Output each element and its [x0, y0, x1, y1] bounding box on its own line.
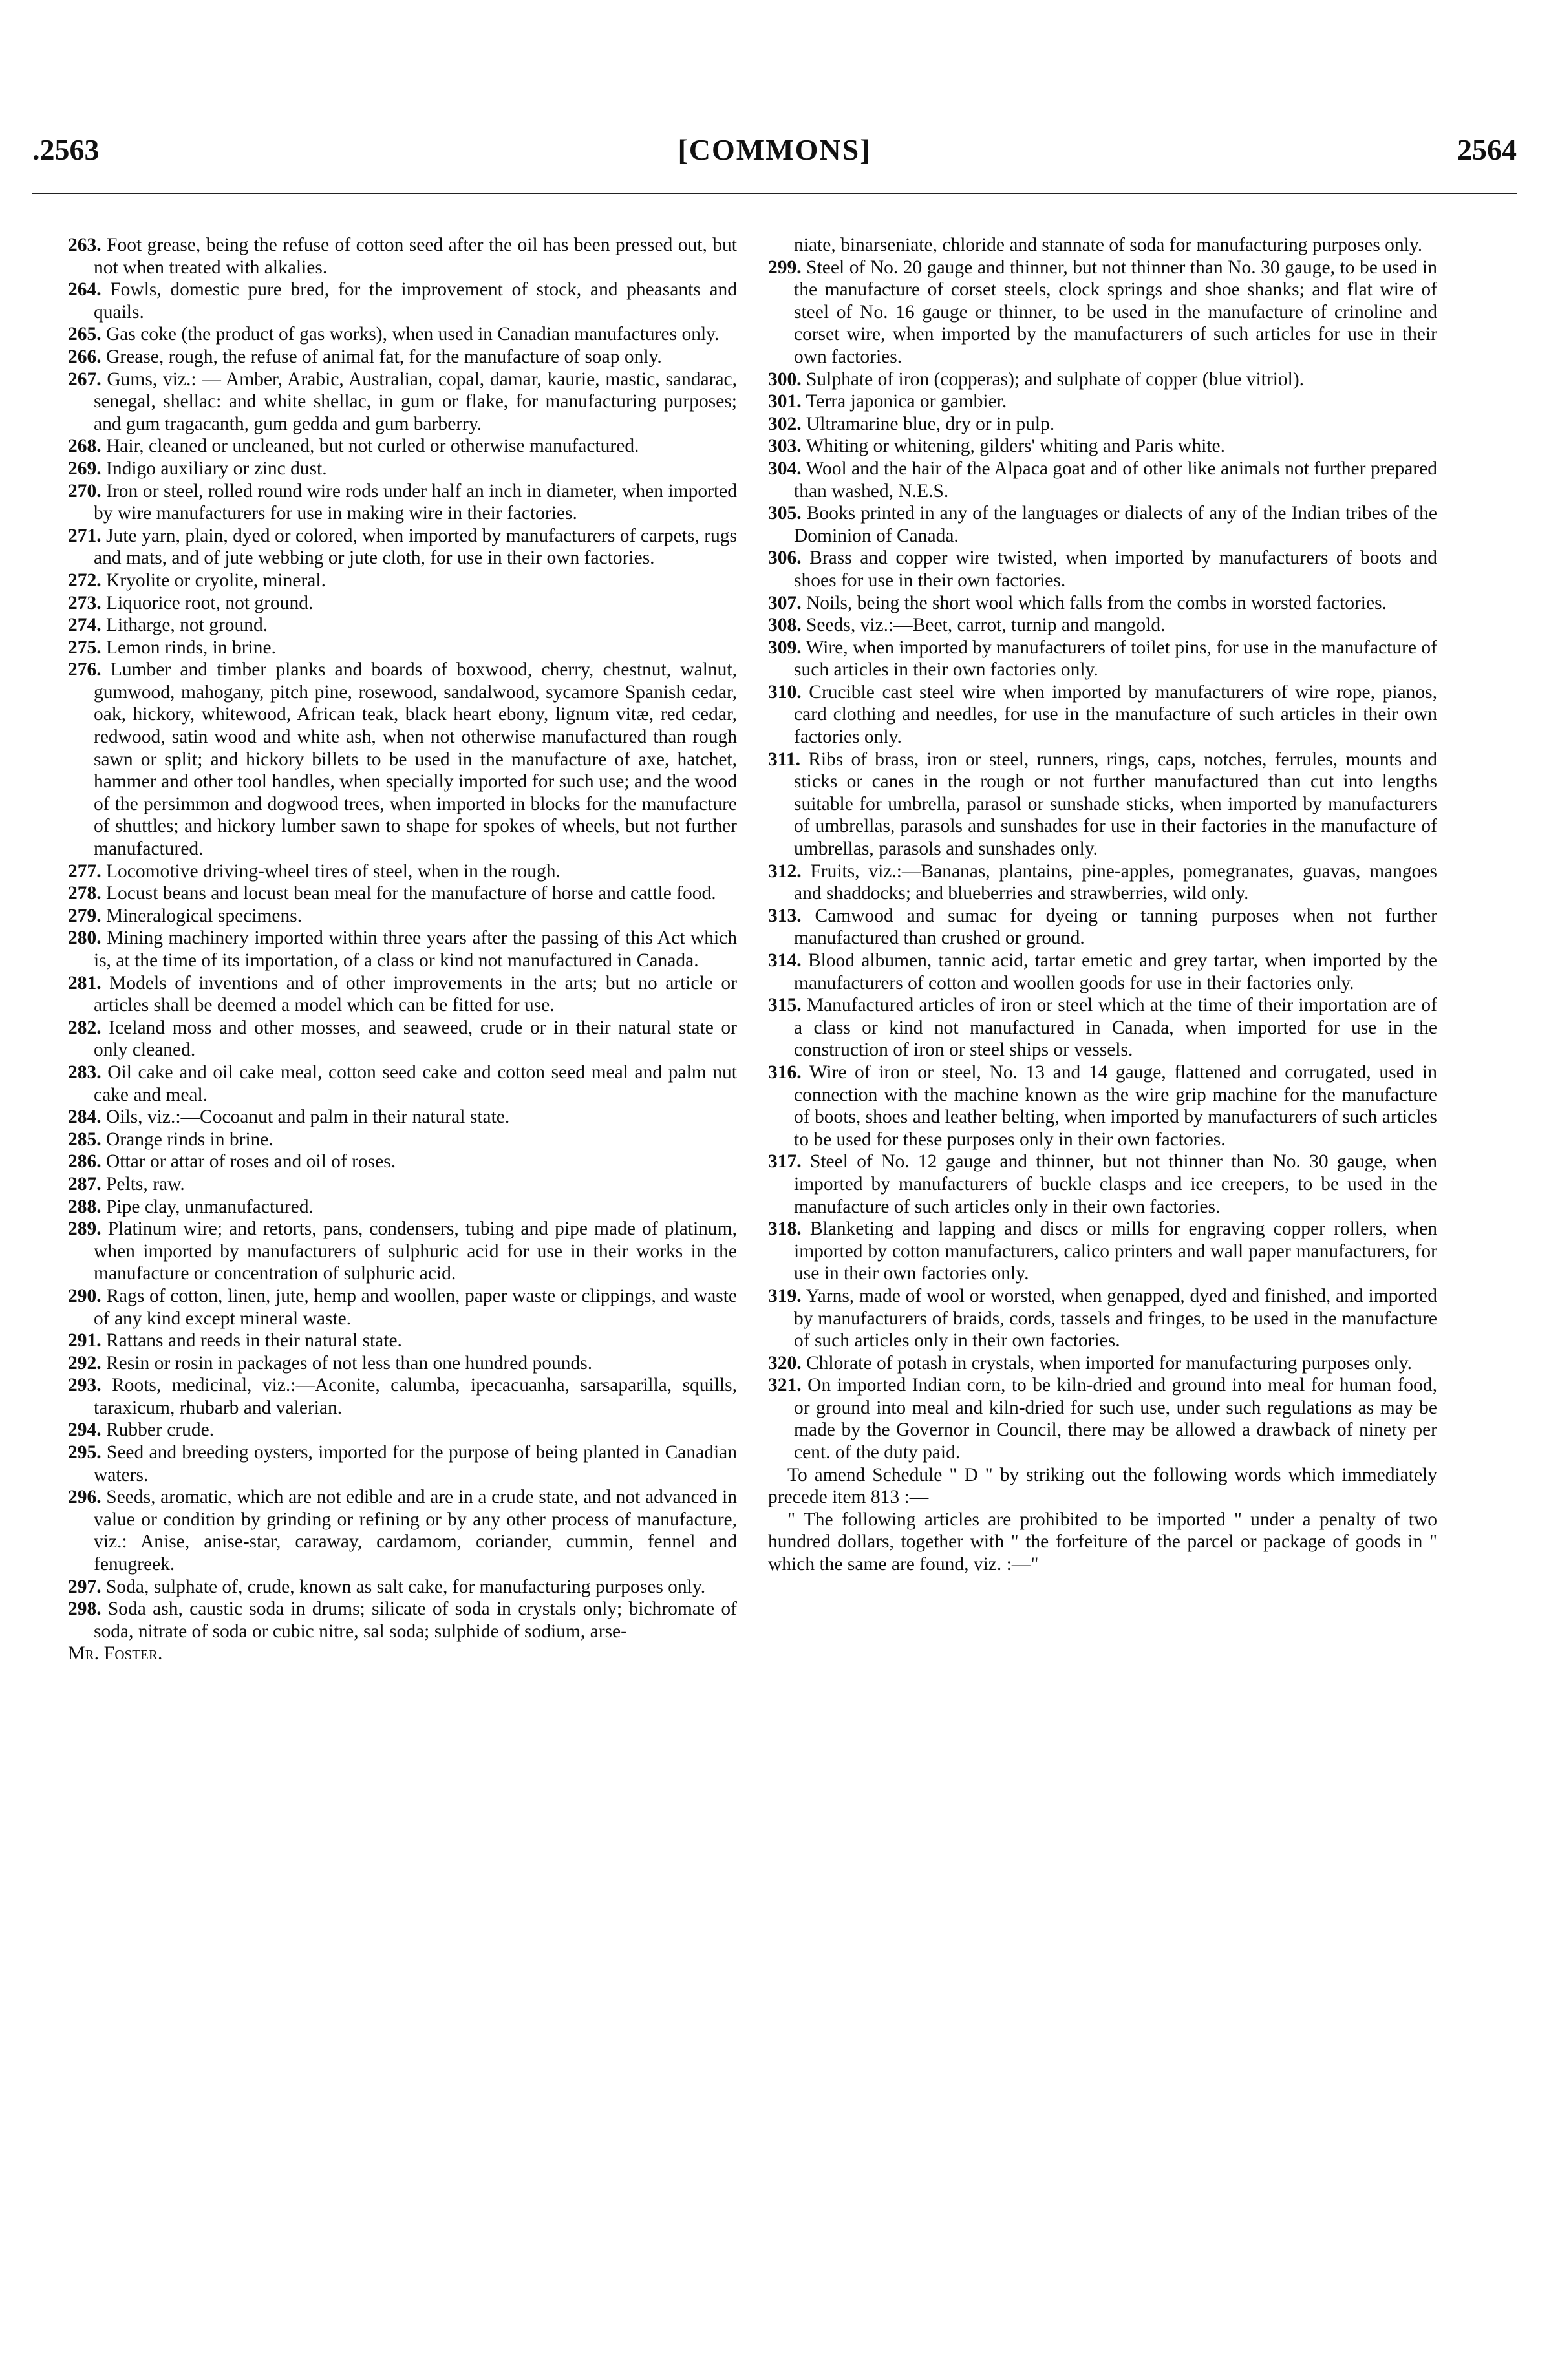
schedule-item: [768, 681, 1437, 749]
schedule-item: [768, 1061, 1437, 1151]
right-items: [768, 257, 1437, 1464]
item-text: Soda ash, caustic soda in drums; silicate of soda in crystals only; bichromate of soda, nitrate of soda or cubic nitre, sal soda; sulphide of sodium, arse-: [94, 1599, 737, 1642]
item-number: 275.: [68, 637, 101, 658]
item-number: 301.: [768, 391, 802, 412]
schedule-item: [768, 1218, 1437, 1285]
item-number: 310.: [768, 681, 802, 703]
item-text: Jute yarn, plain, dyed or colored, when imported by manufacturers of carpets, rugs and mats, and of jute webbing or jute cloth, for use in their own factories.: [94, 525, 738, 569]
schedule-item: [68, 592, 737, 615]
item-number: 306.: [768, 547, 802, 569]
item-number: 283.: [68, 1061, 101, 1083]
item-text: Rags of cotton, linen, jute, hemp and woollen, paper waste or clippings, and waste of any kind except mineral waste.: [94, 1285, 737, 1329]
item-text: Lumber and timber planks and boards of boxwood, cherry, chestnut, walnut, gumwood, mahogany, pitch pine, rosewood, sandalwood, sycamore Spanish cedar, oak, hickory, whitewood, African teak, black heart ebony, lignum vitæ, red cedar, redwood, satin wood and white ash, when not otherwise manufactured than rough sawn or split; and hickory billets to be used in the manufacture of axe, hatchet, hammer and other tool handles, when specially imported for such use; and the wood of the persimmon and dogwood trees, when imported in blocks for the manufacture of shuttles; and hickory lumber sawn to shape for spokes of wheels, but not further manufactured.: [94, 659, 737, 860]
schedule-item: [68, 435, 737, 458]
item-text: Hair, cleaned or uncleaned, but not curled or otherwise manufactured.: [106, 436, 639, 457]
schedule-item: [68, 972, 737, 1017]
item-text: Sulphate of iron (copperas); and sulphate of copper (blue vitriol).: [806, 368, 1305, 390]
item-text: Mining machinery imported within three years after the passing of this Act which is, at the time of its importation, of a class or kind not manufactured in Canada.: [94, 928, 737, 971]
item-text: Locust beans and locust bean meal for the manufacture of horse and cattle food.: [106, 883, 716, 904]
item-text: Grease, rough, the refuse of animal fat, for the manufacture of soap only.: [106, 346, 662, 367]
item-number: 272.: [68, 569, 101, 591]
schedule-item: [68, 1285, 737, 1330]
item-number: 318.: [768, 1218, 802, 1240]
item-text: Rattans and reeds in their natural state.: [106, 1330, 402, 1352]
item-text: Kryolite or cryolite, mineral.: [106, 569, 326, 591]
schedule-item: [68, 927, 737, 972]
item-text: Brass and copper wire twisted, when imported by manufacturers of boots and shoes for use in their own factories.: [794, 547, 1438, 591]
item-text: Wool and the hair of the Alpaca goat and of other like animals not further prepared than washed, N.E.S.: [794, 458, 1437, 502]
item-number: 290.: [68, 1285, 101, 1306]
item-number: 308.: [768, 615, 802, 636]
schedule-item: [68, 1419, 737, 1441]
item-text: Noils, being the short wool which falls from the combs in worsted factories.: [806, 592, 1387, 613]
schedule-item: [68, 614, 737, 637]
item-text: Seed and breeding oysters, imported for the purpose of being planted in Canadian waters.: [94, 1442, 737, 1485]
item-text: Steel of No. 12 gauge and thinner, but not thinner than No. 30 gauge, when imported by manufacturers of buckle clasps and ice creepers, to be used in the manufacture of such articles only in their own factories.: [794, 1151, 1438, 1217]
schedule-item: [68, 323, 737, 346]
item-number: 277.: [68, 860, 101, 882]
continued-item-text: niate, binarseniate, chloride and stannate of soda for manufacturing purposes only.: [794, 235, 1423, 255]
item-number: 287.: [68, 1173, 101, 1195]
item-text: Blanketing and lapping and discs or mills for engraving copper rollers, when imported by cotton manufacturers, calico printers and wall paper manufacturers, for use in their own factories only.: [794, 1218, 1437, 1284]
schedule-item: [768, 614, 1437, 637]
schedule-item: [68, 1374, 737, 1419]
schedule-item: [68, 659, 737, 860]
item-number: 278.: [68, 883, 101, 904]
item-number: 311.: [768, 749, 800, 770]
schedule-item: [768, 257, 1437, 368]
item-text: Crucible cast steel wire when imported by manufacturers of wire rope, pianos, card clothing and needles, for use in the manufacture of such articles in their own factories only.: [794, 681, 1438, 748]
schedule-item: [768, 1352, 1437, 1375]
schedule-item: [68, 637, 737, 659]
schedule-item: [768, 413, 1437, 436]
item-text: Rubber crude.: [106, 1419, 215, 1441]
right-column: [768, 234, 1437, 1576]
schedule-item: [68, 1598, 737, 1642]
item-text: Foot grease, being the refuse of cotton seed after the oil has been pressed out, but not when treated with alkalies.: [94, 235, 737, 278]
item-number: 315.: [768, 995, 802, 1016]
item-number: 279.: [68, 905, 101, 926]
item-text: Iceland moss and other mosses, and seaweed, crude or in their natural state or only cleaned.: [94, 1017, 738, 1061]
schedule-item: [68, 525, 737, 569]
schedule-item: [768, 637, 1437, 681]
item-number: 268.: [68, 436, 101, 457]
item-text: Fruits, viz.:—Bananas, plantains, pine-apples, pomegranates, guavas, mangoes and shaddocks; and blueberries and strawberries, wild only.: [794, 860, 1437, 904]
item-number: 292.: [68, 1352, 101, 1374]
schedule-item: [768, 368, 1437, 391]
item-number: 284.: [68, 1107, 101, 1128]
item-number: 271.: [68, 525, 101, 546]
item-number: 285.: [68, 1129, 101, 1150]
item-number: 297.: [68, 1576, 101, 1597]
item-text: Steel of No. 20 gauge and thinner, but not thinner than No. 30 gauge, to be used in the manufacture of corset steels, clock springs and shoe shanks; and flat wire of steel of No. 16 gauge or thinner, to be used in the manufacture of crinoline and corset wire, when imported by the manufacturers of such articles for use in their own factories.: [794, 257, 1437, 367]
schedule-item: [768, 502, 1437, 547]
schedule-item: [768, 435, 1437, 458]
schedule-item: [68, 905, 737, 928]
item-number: 298.: [68, 1599, 101, 1620]
item-text: Iron or steel, rolled round wire rods under half an inch in diameter, when imported by wire manufacturers for use in making wire in their factories.: [94, 480, 737, 524]
item-text: Wire of iron or steel, No. 13 and 14 gauge, flattened and corrugated, used in connection with the machine known as the wire grip machine for the manufacture of boots, shoes and leather belting, when imported by manufacturers of such articles to be used for these purposes only in their own factories.: [794, 1061, 1437, 1150]
item-number: 300.: [768, 368, 802, 390]
schedule-item: [68, 1330, 737, 1352]
schedule-item: [68, 234, 737, 279]
item-number: 274.: [68, 615, 101, 636]
item-text: Resin or rosin in packages of not less than one hundred pounds.: [106, 1352, 593, 1374]
item-text: Locomotive driving-wheel tires of steel, when in the rough.: [106, 860, 561, 882]
item-text: Oil cake and oil cake meal, cotton seed cake and cotton seed meal and palm nut cake and meal.: [94, 1061, 738, 1105]
left-column: [68, 234, 737, 1665]
item-number: 286.: [68, 1151, 101, 1173]
item-text: Orange rinds in brine.: [106, 1129, 273, 1150]
schedule-item: [768, 905, 1437, 950]
item-number: 267.: [68, 368, 101, 390]
item-number: 299.: [768, 257, 802, 278]
schedule-item: [768, 860, 1437, 905]
item-number: 266.: [68, 346, 101, 367]
schedule-item: [68, 458, 737, 480]
item-text: Platinum wire; and retorts, pans, condensers, tubing and pipe made of platinum, when imported by manufacturers of sulphuric acid for use in their works in the manufacture or concentration of sulphuric acid.: [94, 1218, 738, 1284]
item-text: Seeds, aromatic, which are not edible and are in a crude state, and not advanced in value or condition by grinding or refining or by any other process of manufacture, viz.: Anise, anise-star, caraway, cardamom, coriander, cummin, fennel and fenugreek.: [94, 1487, 737, 1575]
item-text: Manufactured articles of iron or steel which at the time of their importation are of a class or kind not manufactured in Canada, when imported for use in the construction of iron or steel ships or vessels.: [794, 995, 1438, 1061]
schedule-item: [68, 1441, 737, 1486]
item-text: Litharge, not ground.: [106, 615, 268, 636]
schedule-item: [768, 458, 1437, 502]
item-number: 307.: [768, 592, 802, 613]
schedule-item: [68, 1486, 737, 1575]
item-text: Chlorate of potash in crystals, when imported for manufacturing purposes only.: [806, 1352, 1412, 1374]
item-number: 313.: [768, 905, 802, 926]
schedule-item: [68, 1151, 737, 1173]
item-number: 269.: [68, 458, 101, 479]
page-number-left: .2563: [32, 133, 100, 166]
item-text: Models of inventions and of other improvements in the arts; but no article or articles shall be deemed a model which can be fitted for use.: [94, 972, 738, 1016]
schedule-item: [768, 1374, 1437, 1463]
schedule-item: [768, 749, 1437, 860]
page-number-right: 2564: [1457, 133, 1517, 166]
item-text: Fowls, domestic pure bred, for the improvement of stock, and pheasants and quails.: [94, 279, 737, 323]
item-text: Gas coke (the product of gas works), when used in Canadian manufactures only.: [106, 324, 720, 345]
item-number: 304.: [768, 458, 802, 479]
item-text: Blood albumen, tannic acid, tartar emetic and grey tartar, when imported by the manufacturers of cotton and woollen goods for use in their factories only.: [794, 950, 1438, 993]
item-text: Camwood and sumac for dyeing or tanning purposes when not further manufactured than crushed or ground.: [794, 905, 1437, 949]
quoted-paragraph: " The following articles are prohibited to be imported " under a penalty of two hundred dollars, together with " the forfeiture of the parcel or package of goods in " which the same are found, viz. :—": [768, 1509, 1437, 1575]
item-text: Lemon rinds, in brine.: [106, 637, 276, 658]
item-number: 295.: [68, 1442, 101, 1463]
schedule-item: [68, 1196, 737, 1218]
page-header: [32, 133, 1517, 178]
item-number: 312.: [768, 860, 802, 882]
schedule-item: [68, 882, 737, 905]
item-number: 282.: [68, 1017, 101, 1038]
item-text: Mineralogical specimens.: [106, 905, 303, 926]
item-text: Yarns, made of wool or worsted, when genapped, dyed and finished, and imported by manufacturers of braids, cords, tassels and fringes, to be used in the manufacture of such articles only in their own factories.: [794, 1285, 1438, 1352]
schedule-item: [68, 1218, 737, 1285]
item-number: 321.: [768, 1375, 802, 1396]
item-text: Wire, when imported by manufacturers of toilet pins, for use in the manufacture of such articles in their own factories only.: [794, 637, 1437, 681]
item-number: 294.: [68, 1419, 101, 1441]
item-number: 264.: [68, 279, 101, 301]
item-text: Whiting or whitening, gilders' whiting and Paris white.: [806, 436, 1225, 457]
item-text: Gums, viz.: — Amber, Arabic, Australian, copal, damar, kaurie, mastic, sandarac, senegal, shellac: and white shellac, in gum or flake, for manufacturing purposes; and gum tragacanth, gum gedda and gum barberry.: [94, 368, 738, 434]
amendment-paragraph: To amend Schedule " D " by striking out the following words which immediately precede item 813 :—: [768, 1464, 1437, 1508]
item-number: 314.: [768, 950, 802, 971]
schedule-item: [68, 346, 737, 368]
schedule-item: [68, 1061, 737, 1106]
item-number: 317.: [768, 1151, 802, 1173]
item-number: 305.: [768, 503, 802, 524]
schedule-item: [68, 569, 737, 592]
schedule-item: [768, 547, 1437, 591]
item-number: 293.: [68, 1375, 101, 1396]
item-text: Terra japonica or gambier.: [806, 391, 1007, 412]
item-number: 280.: [68, 928, 101, 949]
item-text: Pipe clay, unmanufactured.: [106, 1196, 314, 1217]
schedule-item: [68, 1129, 737, 1151]
item-text: Seeds, viz.:—Beet, carrot, turnip and mangold.: [806, 615, 1166, 636]
item-text: Indigo auxiliary or zinc dust.: [106, 458, 327, 479]
item-text: Pelts, raw.: [106, 1173, 185, 1195]
schedule-item: [68, 1017, 737, 1061]
schedule-item: [768, 950, 1437, 994]
item-text: Ultramarine blue, dry or in pulp.: [806, 413, 1055, 434]
item-text: Ribs of brass, iron or steel, runners, rings, caps, notches, ferrules, mounts and sticks or canes in the rough or not further manufactured than cut into lengths suitable for umbrella, parasol or sunshade sticks, when imported by manufacturers of umbrellas, parasols and sunshades for use in their factories in the manufacture of umbrellas, parasols and sunshades only.: [794, 749, 1437, 860]
item-number: 296.: [68, 1487, 101, 1508]
item-text: Soda, sulphate of, crude, known as salt cake, for manufacturing purposes only.: [106, 1576, 706, 1597]
schedule-item: [68, 368, 737, 436]
item-number: 320.: [768, 1352, 802, 1374]
item-number: 281.: [68, 972, 101, 993]
schedule-item: [768, 1285, 1437, 1352]
item-number: 273.: [68, 592, 101, 613]
item-number: 265.: [68, 324, 101, 345]
page-title: [COMMONS]: [678, 133, 871, 166]
item-number: 263.: [68, 235, 101, 255]
item-text: Liquorice root, not ground.: [106, 592, 314, 613]
schedule-item: [68, 1173, 737, 1196]
schedule-item: [768, 1151, 1437, 1218]
item-number: 302.: [768, 413, 802, 434]
item-number: 288.: [68, 1196, 101, 1217]
item-text: Ottar or attar of roses and oil of roses.: [106, 1151, 396, 1173]
speaker-name: Mr. Foster.: [68, 1642, 163, 1664]
header-rule: [32, 193, 1517, 194]
schedule-item: [768, 390, 1437, 413]
item-number: 303.: [768, 436, 802, 457]
item-number: 289.: [68, 1218, 101, 1240]
schedule-item: [68, 1352, 737, 1375]
item-text: On imported Indian corn, to be kiln-dried and ground into meal for human food, or ground into meal and kiln-dried for such use, under such regulations as may be made by the Governor in Council, there may be allowed a drawback of ninety per cent. of the duty paid.: [794, 1375, 1438, 1463]
item-number: 319.: [768, 1285, 802, 1306]
item-number: 276.: [68, 659, 101, 681]
item-number: 270.: [68, 480, 101, 502]
schedule-item: [68, 1106, 737, 1129]
item-number: 309.: [768, 637, 802, 658]
schedule-item: [768, 994, 1437, 1061]
item-number: 316.: [768, 1061, 802, 1083]
schedule-item: [68, 1576, 737, 1599]
item-text: Oils, viz.:—Cocoanut and palm in their natural state.: [106, 1107, 510, 1128]
item-number: 291.: [68, 1330, 101, 1352]
item-text: Roots, medicinal, viz.:—Aconite, calumba, ipecacuanha, sarsaparilla, squills, taraxicum, rhubarb and valerian.: [94, 1375, 737, 1418]
schedule-item: [768, 592, 1437, 615]
item-text: Books printed in any of the languages or dialects of any of the Indian tribes of the Dominion of Canada.: [794, 503, 1438, 546]
schedule-item: [68, 279, 737, 323]
schedule-item: [68, 860, 737, 883]
schedule-item: [68, 480, 737, 525]
